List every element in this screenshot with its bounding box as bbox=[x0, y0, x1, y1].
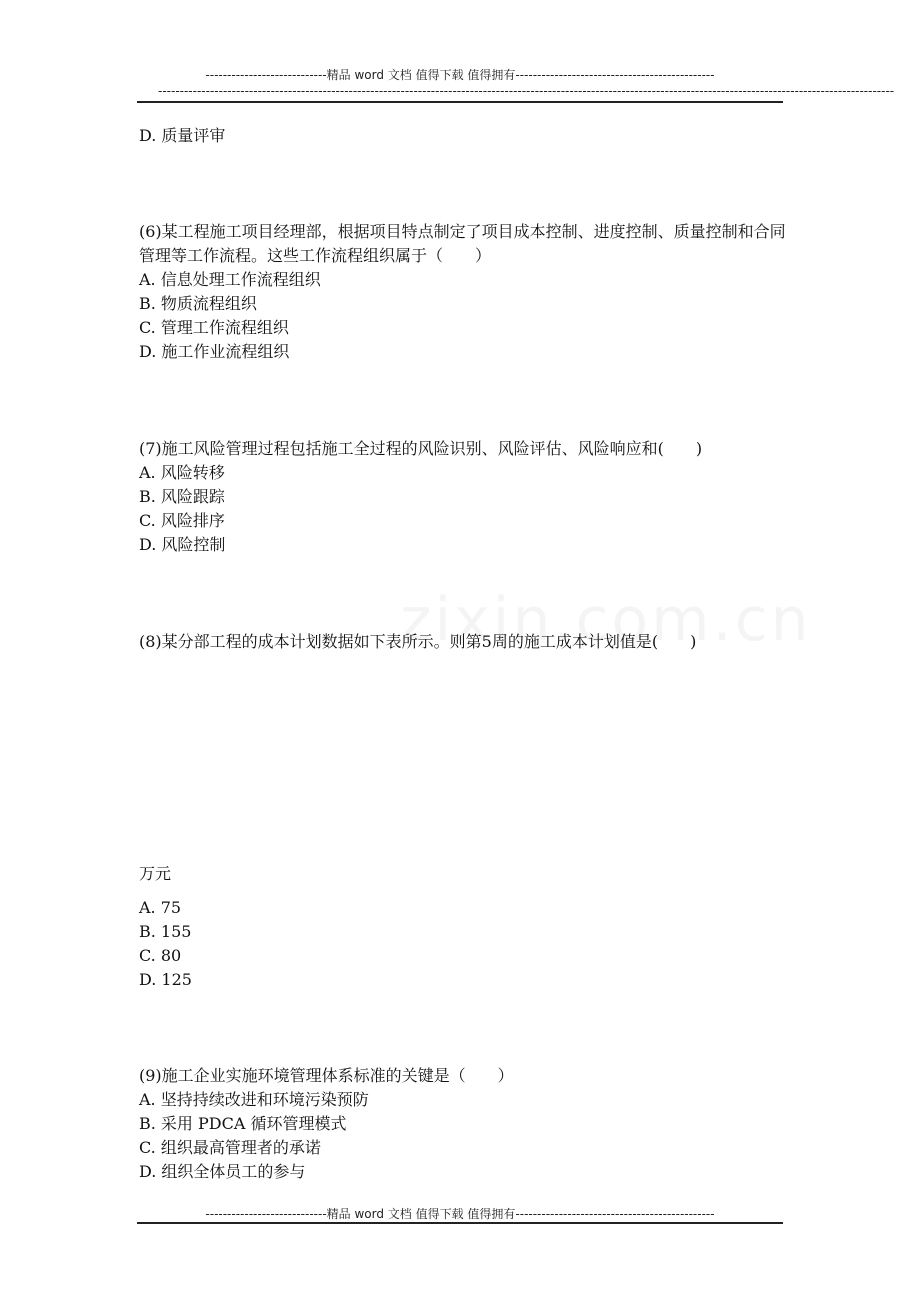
header-dashed-line: -------------------------------------------------------------------------------------------------------------------------------------------------------------------------- bbox=[158, 84, 895, 98]
q7-option-d: D. 风险控制 bbox=[139, 535, 226, 554]
q9-option-d: D. 组织全体员工的参与 bbox=[139, 1162, 306, 1181]
q7-option-c: C. 风险排序 bbox=[139, 511, 225, 530]
q6-option-c: C. 管理工作流程组织 bbox=[139, 318, 289, 337]
q8-stem: (8)某分部工程的成本计划数据如下表所示。则第5周的施工成本计划值是( ) bbox=[139, 632, 697, 651]
q6-option-d: D. 施工作业流程组织 bbox=[139, 342, 290, 361]
q9-stem: (9)施工企业实施环境管理体系标准的关键是（ ） bbox=[139, 1066, 514, 1085]
q9-option-b: B. 采用 PDCA 循环管理模式 bbox=[139, 1114, 347, 1133]
page-header: ----------------------------精品 word 文档 值得下载 值得拥有---------------------------------------------- bbox=[205, 68, 715, 82]
q8-option-d: D. 125 bbox=[139, 970, 192, 989]
q8-option-b: B. 155 bbox=[139, 922, 192, 941]
q9-option-c: C. 组织最高管理者的承诺 bbox=[139, 1138, 321, 1157]
q8-option-c: C. 80 bbox=[139, 946, 182, 965]
q6-stem: (6)某工程施工项目经理部，根据项目特点制定了项目成本控制、进度控制、质量控制和合同管理等工作流程。这些工作流程组织属于（ ） bbox=[139, 222, 786, 265]
q6-option-b: B. 物质流程组织 bbox=[139, 294, 257, 313]
page-footer: ----------------------------精品 word 文档 值得下载 值得拥有---------------------------------------------- bbox=[205, 1207, 715, 1221]
q6-option-a: A. 信息处理工作流程组织 bbox=[139, 270, 321, 289]
prev-option-d: D. 质量评审 bbox=[139, 126, 226, 145]
header-rule bbox=[137, 101, 783, 103]
q7-stem: (7)施工风险管理过程包括施工全过程的风险识别、风险评估、风险响应和( ) bbox=[139, 439, 703, 458]
q8-unit: 万元 bbox=[139, 864, 172, 883]
q7-option-b: B. 风险跟踪 bbox=[139, 487, 225, 506]
q8-option-a: A. 75 bbox=[139, 898, 182, 917]
footer-rule bbox=[137, 1222, 783, 1224]
q7-option-a: A. 风险转移 bbox=[139, 463, 225, 482]
q9-option-a: A. 坚持持续改进和环境污染预防 bbox=[139, 1090, 369, 1109]
